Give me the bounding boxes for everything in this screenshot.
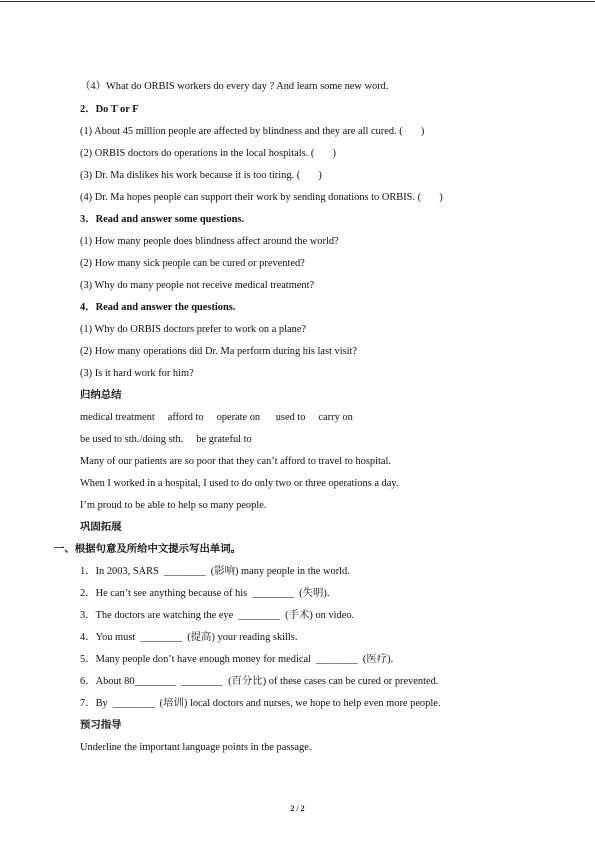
phrases-line-2: be used to sth./doing sth. be grateful to: [80, 434, 252, 445]
fill-item-5: 5．Many people don’t have enough money for medical ________ (医疗).: [80, 654, 394, 665]
tf-item-2: (2) ORBIS doctors do operations in the local hospitals. ( ): [80, 148, 336, 159]
example-sentence-1: Many of our patients are so poor that they can’t afford to travel to hospital.: [80, 456, 391, 467]
question-3-1: (1) How many people does blindness affect around the world?: [80, 236, 339, 247]
part-1-heading: 一、根据句意及所给中文提示写出单词。: [54, 543, 242, 555]
section-2-heading: 2．Do T or F: [80, 104, 139, 115]
fill-item-6: 6．About 80________ ________ (百分比) of these cases can be cured or prevented.: [80, 676, 439, 687]
fill-item-4: 4．You must ________ (提高) your reading skills.: [80, 632, 298, 643]
example-sentence-2: When I worked in a hospital, I used to do only two or three operations a day.: [80, 478, 399, 489]
fill-item-7: 7．By ________ (培训) local doctors and nurses, we hope to help even more people.: [80, 698, 441, 709]
preview-heading: 预习指导: [80, 719, 122, 731]
tf-item-1: (1) About 45 million people are affected by blindness and they are all cured. ( ): [80, 126, 425, 137]
question-4-3: (3) Is it hard work for him?: [80, 368, 194, 379]
consolidation-heading: 巩固拓展: [80, 521, 122, 533]
question-3-3: (3) Why do many people not receive medical treatment?: [80, 280, 315, 291]
fill-item-3: 3．The doctors are watching the eye ________ (手术) on video.: [80, 610, 355, 621]
phrases-line-1: medical treatment afford to operate on used to carry on: [80, 412, 353, 423]
page-number: 2 / 2: [290, 804, 305, 813]
fill-item-1: 1．In 2003, SARS ________ (影响) many people in the world.: [80, 566, 350, 577]
tf-item-4: (4) Dr. Ma hopes people can support their work by sending donations to ORBIS. ( ): [80, 192, 443, 203]
section-4-heading: 4．Read and answer the questions.: [80, 302, 236, 313]
question-3-2: (2) How many sick people can be cured or prevented?: [80, 258, 305, 269]
summary-heading: 归纳总结: [80, 389, 122, 401]
preview-instruction: Underline the important language points in the passage.: [80, 742, 312, 753]
tf-item-3: (3) Dr. Ma dislikes his work because it is too tiring. ( ): [80, 170, 322, 181]
fill-item-2: 2．He can’t see anything because of his ________ (失明).: [80, 588, 330, 599]
header-rule: [0, 1, 595, 2]
question-4-2: (2) How many operations did Dr. Ma perform during his last visit?: [80, 346, 358, 357]
question-4-1: (1) Why do ORBIS doctors prefer to work on a plane?: [80, 324, 307, 335]
example-sentence-3: I’m proud to be able to help so many people.: [80, 500, 267, 511]
question-4-prompt: （4）What do ORBIS workers do every day ? And learn some new word.: [80, 81, 389, 92]
section-3-heading: 3．Read and answer some questions.: [80, 214, 245, 225]
